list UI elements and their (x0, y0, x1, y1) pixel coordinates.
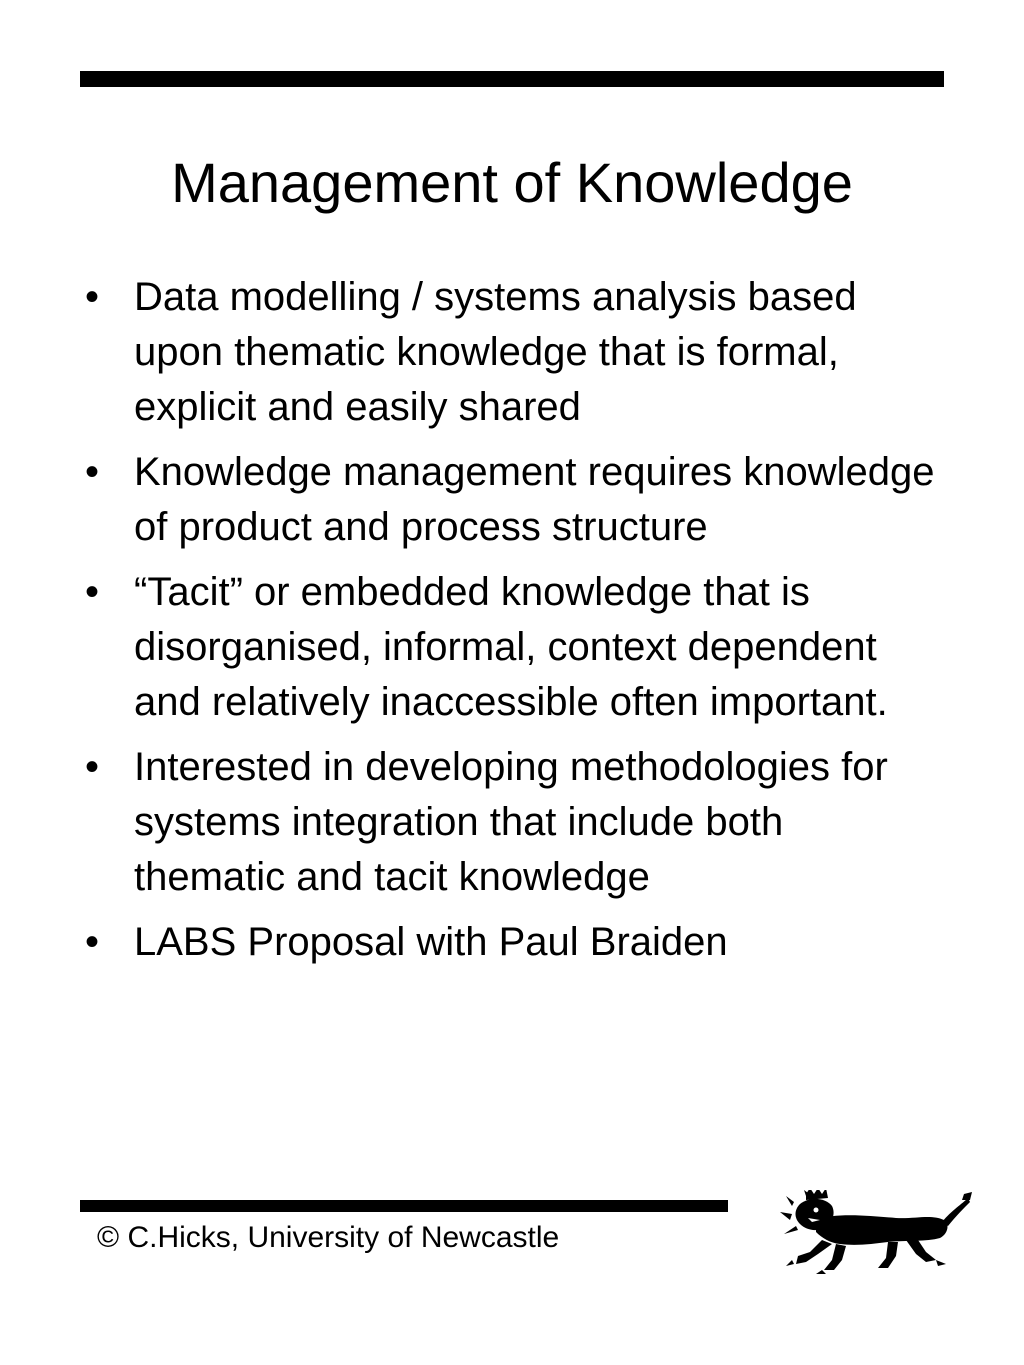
slide-title: Management of Knowledge (171, 151, 853, 214)
bullet-text: Knowledge management requires knowledge of product and process structure (134, 450, 935, 549)
bullet-text: LABS Proposal with Paul Braiden (134, 920, 728, 964)
bullet-item (82, 740, 942, 905)
bullet-text: Data modelling / systems analysis based upon thematic knowledge that is formal, explicit and easily shared (134, 275, 857, 429)
bullet-text: Interested in developing methodologies for systems integration that include both thematic and tacit knowledge (134, 745, 888, 899)
bullet-item (82, 270, 942, 435)
bullet-item (82, 915, 942, 970)
bullet-text: “Tacit” or embedded knowledge that is disorganised, informal, context dependent and relatively inaccessible often important. (134, 570, 888, 724)
bullet-list (82, 270, 942, 980)
top-rule (80, 71, 944, 87)
bullet-item (82, 445, 942, 555)
footer-copyright: © C.Hicks, University of Newcastle (97, 1221, 560, 1254)
bullet-dot: • (85, 920, 100, 964)
bullet-dot: • (85, 570, 100, 614)
bullet-dot: • (85, 275, 100, 319)
heraldic-lion-icon (776, 1190, 972, 1274)
bullet-dot: • (85, 450, 100, 494)
bullet-item (82, 565, 942, 730)
bullet-dot: • (85, 745, 100, 789)
bottom-rule (80, 1200, 728, 1212)
